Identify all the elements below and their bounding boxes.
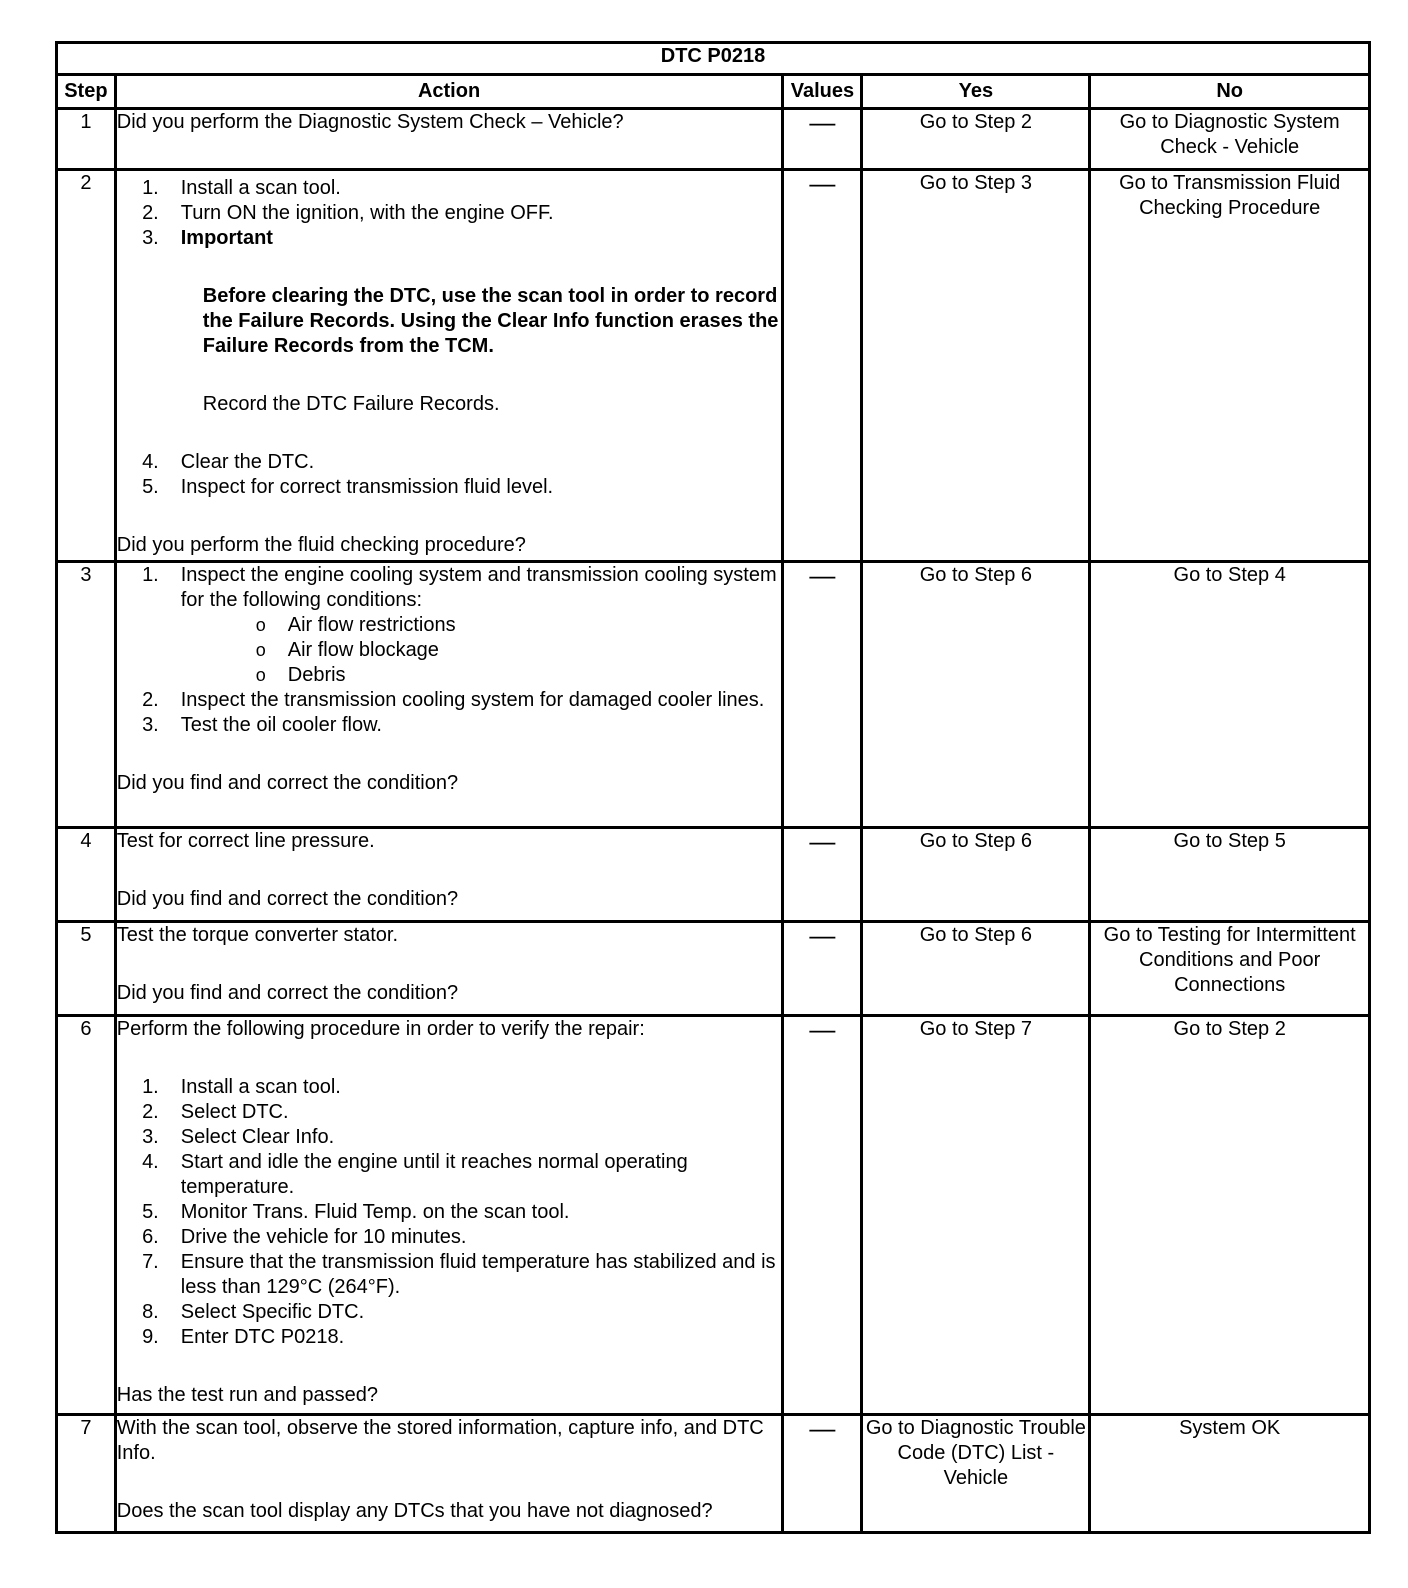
list-item: 1. Install a scan tool. [142, 1076, 341, 1098]
action-question: Has the test run and passed? [116, 1384, 379, 1406]
list-item: 2. Select DTC. [142, 1101, 289, 1123]
header-values: Values [783, 75, 862, 109]
yes-cell: Go to Step 2 [862, 109, 1090, 170]
header-step: Step [57, 75, 116, 109]
step-number: 3 [57, 562, 116, 828]
action-cell [115, 562, 783, 828]
table-row [57, 170, 1370, 562]
values-cell: — [783, 109, 862, 170]
list-item: 2. Turn ON the ignition, with the engine OFF. [142, 202, 554, 224]
list-item: o Debris [255, 664, 346, 686]
action-cell [115, 922, 783, 1016]
list-item: 2. Inspect the transmission cooling system for damaged cooler lines. [142, 689, 765, 711]
step-number: 6 [57, 1016, 116, 1415]
action-text: With the scan tool, observe the stored information, capture info, and DTC Info. [116, 1417, 764, 1464]
list-item: 3. Test the oil cooler flow. [142, 714, 382, 736]
step-number: 2 [57, 170, 116, 562]
action-cell [115, 170, 783, 562]
procedure-list [117, 1075, 782, 1350]
action-text: Perform the following procedure in order to verify the repair: [116, 1018, 645, 1040]
important-note: Before clearing the DTC, use the scan tool in order to record the Failure Records. Using the Clear Info function erases the Failure Records from the TCM. [202, 285, 779, 357]
procedure-list [117, 176, 782, 251]
list-item: 7. Ensure that the transmission fluid temperature has stabilized and is less than 129°C (264°F). [142, 1251, 776, 1298]
list-item: 4. Clear the DTC. [142, 451, 315, 473]
action-text: Test the torque converter stator. [116, 924, 399, 946]
action-text: Test for correct line pressure. [116, 830, 375, 852]
values-cell: — [783, 1016, 862, 1415]
action-cell [115, 109, 783, 170]
table-row [57, 828, 1370, 922]
list-item: o Air flow restrictions [255, 614, 456, 636]
list-item: 8. Select Specific DTC. [142, 1301, 365, 1323]
list-item: 5. Monitor Trans. Fluid Temp. on the scan tool. [142, 1201, 570, 1223]
table-row [57, 109, 1370, 170]
action-question: Does the scan tool display any DTCs that you have not diagnosed? [116, 1500, 713, 1522]
action-cell [115, 1415, 783, 1533]
table-row [57, 922, 1370, 1016]
header-action: Action [115, 75, 783, 109]
list-item: 1. Install a scan tool. [142, 177, 341, 199]
no-cell: Go to Step 5 [1090, 828, 1370, 922]
list-item: 9. Enter DTC P0218. [142, 1326, 345, 1348]
yes-cell: Go to Step 6 [862, 562, 1090, 828]
yes-cell: Go to Step 3 [862, 170, 1090, 562]
values-cell: — [783, 562, 862, 828]
yes-cell: Go to Step 6 [862, 828, 1090, 922]
step-number: 7 [57, 1415, 116, 1533]
yes-cell: Go to Step 7 [862, 1016, 1090, 1415]
action-cell [115, 828, 783, 922]
table-row [57, 1415, 1370, 1533]
list-item: 6. Drive the vehicle for 10 minutes. [142, 1226, 467, 1248]
procedure-list [117, 563, 782, 613]
values-cell: — [783, 922, 862, 1016]
action-question: Did you perform the Diagnostic System Check – Vehicle? [116, 111, 624, 133]
table-row [57, 562, 1370, 828]
yes-cell: Go to Step 6 [862, 922, 1090, 1016]
no-cell: Go to Step 4 [1090, 562, 1370, 828]
no-cell: Go to Diagnostic System Check - Vehicle [1090, 109, 1370, 170]
step-number: 4 [57, 828, 116, 922]
list-item: 1. Inspect the engine cooling system and transmission cooling system for the following conditions: [142, 564, 777, 611]
list-item: 3. Important [142, 227, 273, 249]
action-cell [115, 1016, 783, 1415]
values-cell: — [783, 170, 862, 562]
values-cell: — [783, 1415, 862, 1533]
list-item: 5. Inspect for correct transmission fluid level. [142, 476, 554, 498]
condition-list [117, 613, 782, 688]
action-question: Did you find and correct the condition? [116, 888, 459, 910]
list-item: 3. Select Clear Info. [142, 1126, 335, 1148]
procedure-list [117, 450, 782, 500]
action-question: Did you find and correct the condition? [116, 982, 459, 1004]
step-number: 1 [57, 109, 116, 170]
dtc-table [55, 41, 1371, 1534]
table-row [57, 1016, 1370, 1415]
header-yes: Yes [862, 75, 1090, 109]
no-cell: Go to Testing for Intermittent Conditions and Poor Connections [1090, 922, 1370, 1016]
list-item: 4. Start and idle the engine until it reaches normal operating temperature. [142, 1151, 688, 1198]
no-cell: System OK [1090, 1415, 1370, 1533]
step-number: 5 [57, 922, 116, 1016]
table-title: DTC P0218 [57, 43, 1370, 75]
no-cell: Go to Step 2 [1090, 1016, 1370, 1415]
procedure-list [117, 688, 782, 738]
list-item: o Air flow blockage [255, 639, 439, 661]
yes-cell: Go to Diagnostic Trouble Code (DTC) List - Vehicle [862, 1415, 1090, 1533]
no-cell: Go to Transmission Fluid Checking Procedure [1090, 170, 1370, 562]
action-question: Did you find and correct the condition? [116, 772, 459, 794]
values-cell: — [783, 828, 862, 922]
action-question: Did you perform the fluid checking procedure? [116, 534, 526, 556]
header-no: No [1090, 75, 1370, 109]
note-text: Record the DTC Failure Records. [202, 393, 500, 415]
